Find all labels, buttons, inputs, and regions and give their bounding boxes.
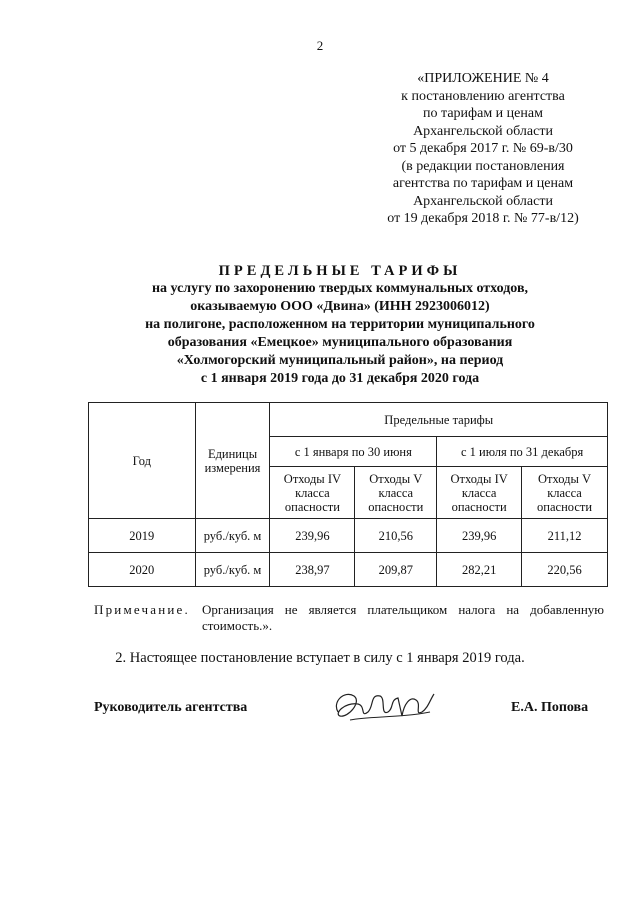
appendix-line: агентства по тарифам и ценам [392,176,574,191]
note-label: Примечание. [94,602,190,617]
title-line: на услугу по захоронению твердых коммунальных отходов, [151,281,529,296]
footnote [94,602,604,634]
title-line: оказываемую ООО «Двина» (ИНН 2923006012) [190,299,490,314]
title-line: образования «Емецкое» муниципального образования [167,335,513,350]
title-main: ПРЕДЕЛЬНЫЕ ТАРИФЫ [218,263,462,279]
year-cell: 2020 [89,553,196,587]
unit-cell: руб./куб. м [195,519,270,553]
appendix-line: от 19 декабря 2018 г. № 77-в/12) [387,211,579,226]
header-year: Год [89,403,196,519]
signer-name: Е.А. Попова [511,700,589,715]
title-line: с 1 января 2019 года до 31 декабря 2020 года [200,371,480,386]
year-cell: 2019 [89,519,196,553]
appendix-header [352,70,614,228]
subheader-cell: Отходы IV класса опасности [437,467,522,519]
appendix-line: (в редакции постановления [401,158,565,174]
value-cell: 211,12 [522,519,608,553]
title-line: «Холмогорский муниципальный район», на период [176,353,504,368]
header-limits: Предельные тарифы [270,403,608,437]
appendix-line: по тарифам и ценам [423,106,543,121]
page-number: 2 [316,38,324,53]
value-cell: 209,87 [355,553,437,587]
value-cell: 282,21 [437,553,522,587]
value-cell: 239,96 [437,519,522,553]
effective-date-clause: 2. Настоящее постановление вступает в силу с 1 января 2019 года. [115,650,525,666]
signer-role: Руководитель агентства [94,700,248,715]
tariffs-table [88,402,608,587]
appendix-line: Архангельской области [413,193,553,209]
header-unit: Единицы измерения [195,403,270,519]
table-row [89,553,608,587]
value-cell: 220,56 [522,553,608,587]
table-row [89,519,608,553]
appendix-line: Архангельской области [413,123,553,139]
appendix-line: от 5 декабря 2017 г. № 69-в/30 [393,141,573,156]
value-cell: 210,56 [355,519,437,553]
document-title [60,262,620,388]
appendix-line: «ПРИЛОЖЕНИЕ № 4 [417,71,549,86]
appendix-line: к постановлению агентства [401,88,565,104]
subheader-cell: Отходы V класса опасности [522,467,608,519]
handwritten-signature [330,682,440,730]
note-text: Организация не является плательщиком налога на добавленную стоимость.». [202,602,604,633]
unit-cell: руб./куб. м [195,553,270,587]
header-period-1: с 1 января по 30 июня [270,437,437,467]
value-cell: 238,97 [270,553,355,587]
subheader-cell: Отходы V класса опасности [355,467,437,519]
header-period-2: с 1 июля по 31 декабря [437,437,608,467]
subheader-cell: Отходы IV класса опасности [270,467,355,519]
value-cell: 239,96 [270,519,355,553]
title-line: на полигоне, расположенном на территории муниципального [145,317,535,332]
